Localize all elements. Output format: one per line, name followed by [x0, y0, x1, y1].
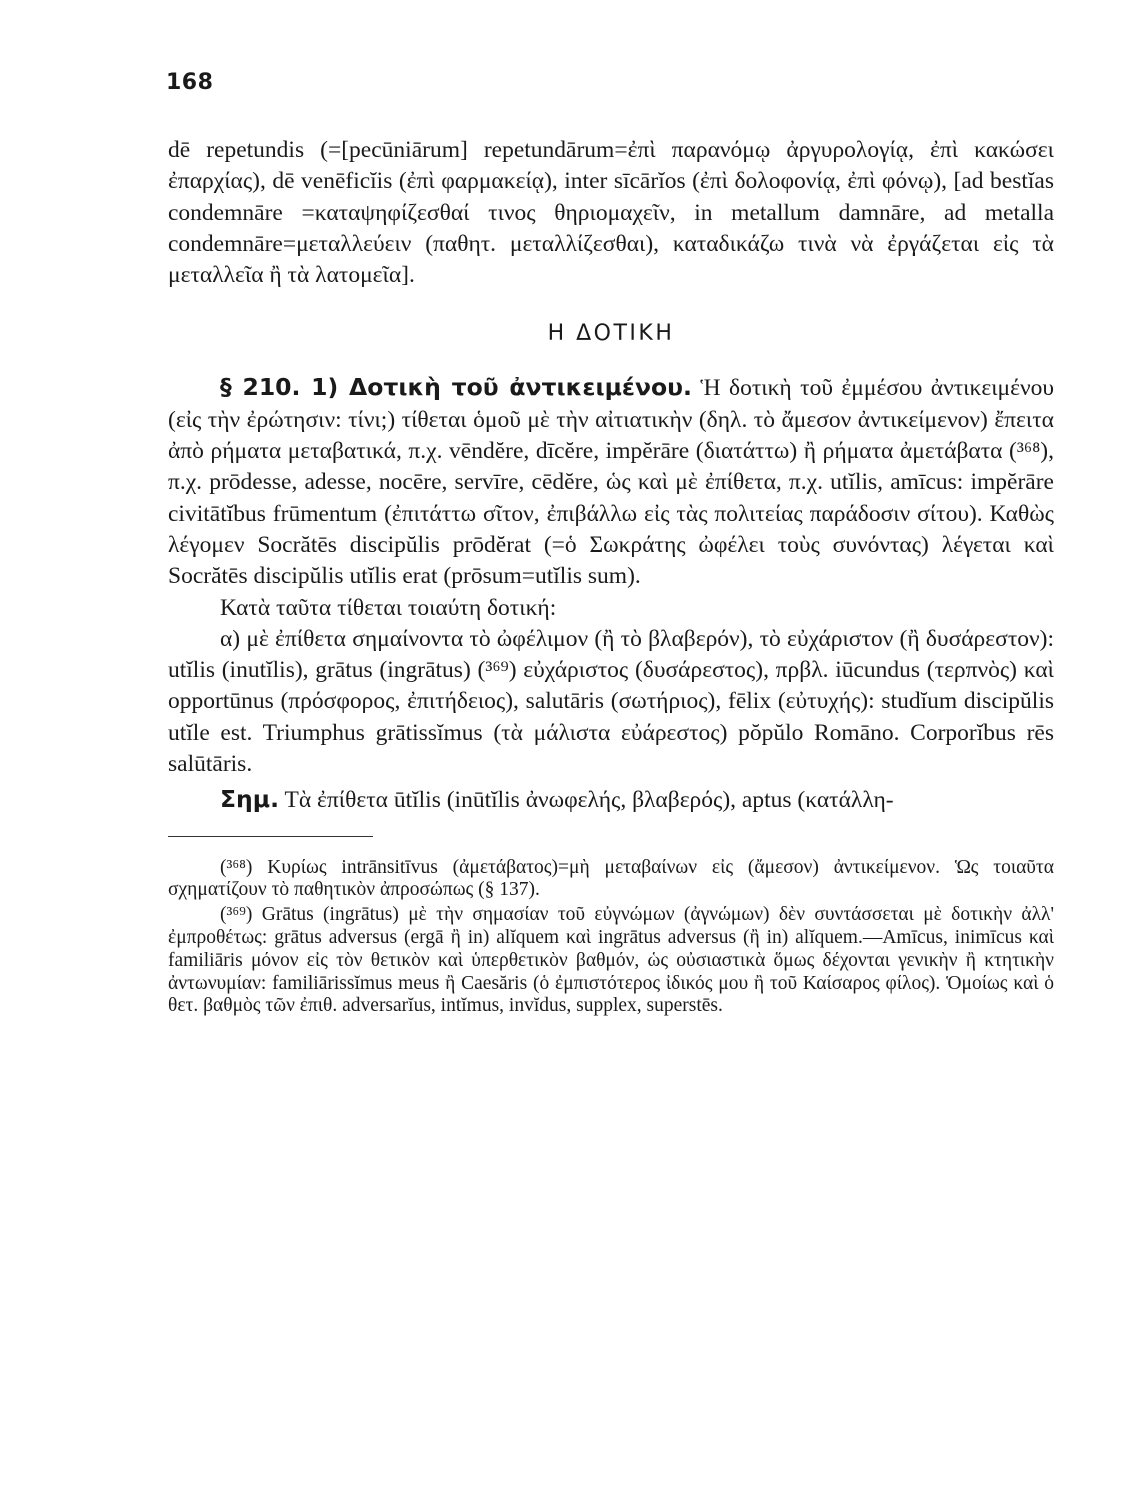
section-heading: Η ΔΟΤΙΚΗ [547, 321, 675, 347]
book-page [168, 70, 1054, 1020]
intro-paragraph: dē repetundis (=[pecūniārum] repetundārum=ἐπὶ παρανόμῳ ἀργυρολογίᾳ, ἐπὶ κακώσει ἐπαρχίας), dē venēficĭis (ἐπὶ φαρμακείᾳ), inter sīcārĭos (ἐπὶ δολοφονίᾳ, ἐπὶ φόνῳ), [ad bestĭas condemnāre =καταψηφίζεσθαί τινος θηριομαχεῖν, in metallum damnāre, ad metalla condemnāre=μεταλλεύειν (παθητ. μεταλλίζεσθαι), καταδικάζω τινὰ νὰ ἐργάζεται εἰς τὰ μεταλλεῖα ἢ τὰ λατομεῖα]. [168, 137, 1054, 289]
note-text: Τὰ ἐπίθετα ūtĭlis (inūtĭlis ἀνωφελής, βλαβερός), aptus (κατάλλη- [284, 787, 894, 814]
footnote-divider [168, 836, 373, 837]
section-paragraph [168, 372, 1054, 592]
section-label: § 210. 1) Δοτικὴ τοῦ ἀντικειμένου. [220, 373, 692, 402]
footnote-368: (³⁶⁸) Κυρίως intrānsitīvus (ἀμετάβατος)=μὴ μεταβαίνων εἰς (ἄμεσον) ἀντικείμενον. Ὡς τοιαῦτα σχηματίζουν τὸ παθητικὸν ἀπροσώπως (§ 137). [168, 856, 1054, 901]
page-number: 168 [166, 70, 214, 95]
section-body: Ἡ δοτικὴ τοῦ ἐμμέσου ἀντικειμένου (εἰς τὴν ἐρώτησιν: τίνι;) τίθεται ὁμοῦ μὲ τὴν αἰτιατικὴν (δηλ. τὸ ἄμεσον ἀντικείμενον) ἔπειτα ἀπὸ ρήματα μεταβατικά, π.χ. vēndĕre, dīcĕre, impĕrāre (διατάττω) ἢ ρήματα ἀμετάβατα (³⁶⁸), π.χ. prōdesse, adesse, nocēre, servīre, cēdĕre, ὡς καὶ μὲ ἐπίθετα, π.χ. utĭlis, amīcus: impĕrāre civitātĭbus frūmentum (ἐπιτάττω σῖτον, ἐπιβάλλω εἰς τὰς πολιτείας παράδοσιν σίτου). Καθὼς λέγομεν Socrătēs discipŭlis prōdĕrat (=ὁ Σωκράτης ὠφέλει τοὺς συνόντας) λέγεται καὶ Socrătēs discipŭlis utĭlis erat (prōsum=utĭlis sum). [168, 375, 1055, 590]
item-a-paragraph: α) μὲ ἐπίθετα σημαίνοντα τὸ ὠφέλιμον (ἢ τὸ βλαβερόν), τὸ εὐχάριστον (ἢ δυσάρεστον): utĭlis (inutĭlis), grātus (ingrātus) (³⁶⁹) εὐχάριστος (δυσάρεστος), πρβλ. iūcundus (τερπνὸς) καὶ opportūnus (πρόσφορος, ἐπιτήδειος), salutāris (σωτήριος), fēlix (εὐτυχής): studĭum discipŭlis utĭle est. Triumphus grātissĭmus (τὰ μάλιστα εὐάρεστος) pŏpŭlo Romāno. Corporĭbus rēs salūtāris. [168, 625, 1054, 778]
footnote-369: (³⁶⁹) Grātus (ingrātus) μὲ τὴν σημασίαν τοῦ εὐγνώμων (ἀγνώμων) δὲν συντάσσεται μὲ δοτικὴν ἀλλ' ἐμπροθέτως: grātus adversus (ergā ἢ in) alĭquem καὶ ingrātus adversus (ἢ in) alĭquem.—Amīcus, inimīcus καὶ familiāris μόνον εἰς τὸν θετικὸν καὶ ὑπερθετικὸν βαθμόν, ὡς οὐσιαστικὰ ὅμως δέχονται γενικὴν ἢ κτητικὴν ἀντωνυμίαν: familiārissĭmus meus ἢ Caesăris (ὁ ἐμπιστότερος ἰδικός μου ἢ τοῦ Καίσαρος φίλος). Ὁμοίως καὶ ὁ θετ. βαθμὸς τῶν ἐπιθ. adversarĭus, intĭmus, invĭdus, supplex, superstēs. [168, 904, 1054, 1017]
note-label: Σημ. [220, 785, 280, 814]
lead-in-line: Κατὰ ταῦτα τίθεται τοιαύτη δοτική: [220, 594, 557, 621]
note-paragraph [168, 784, 1054, 816]
